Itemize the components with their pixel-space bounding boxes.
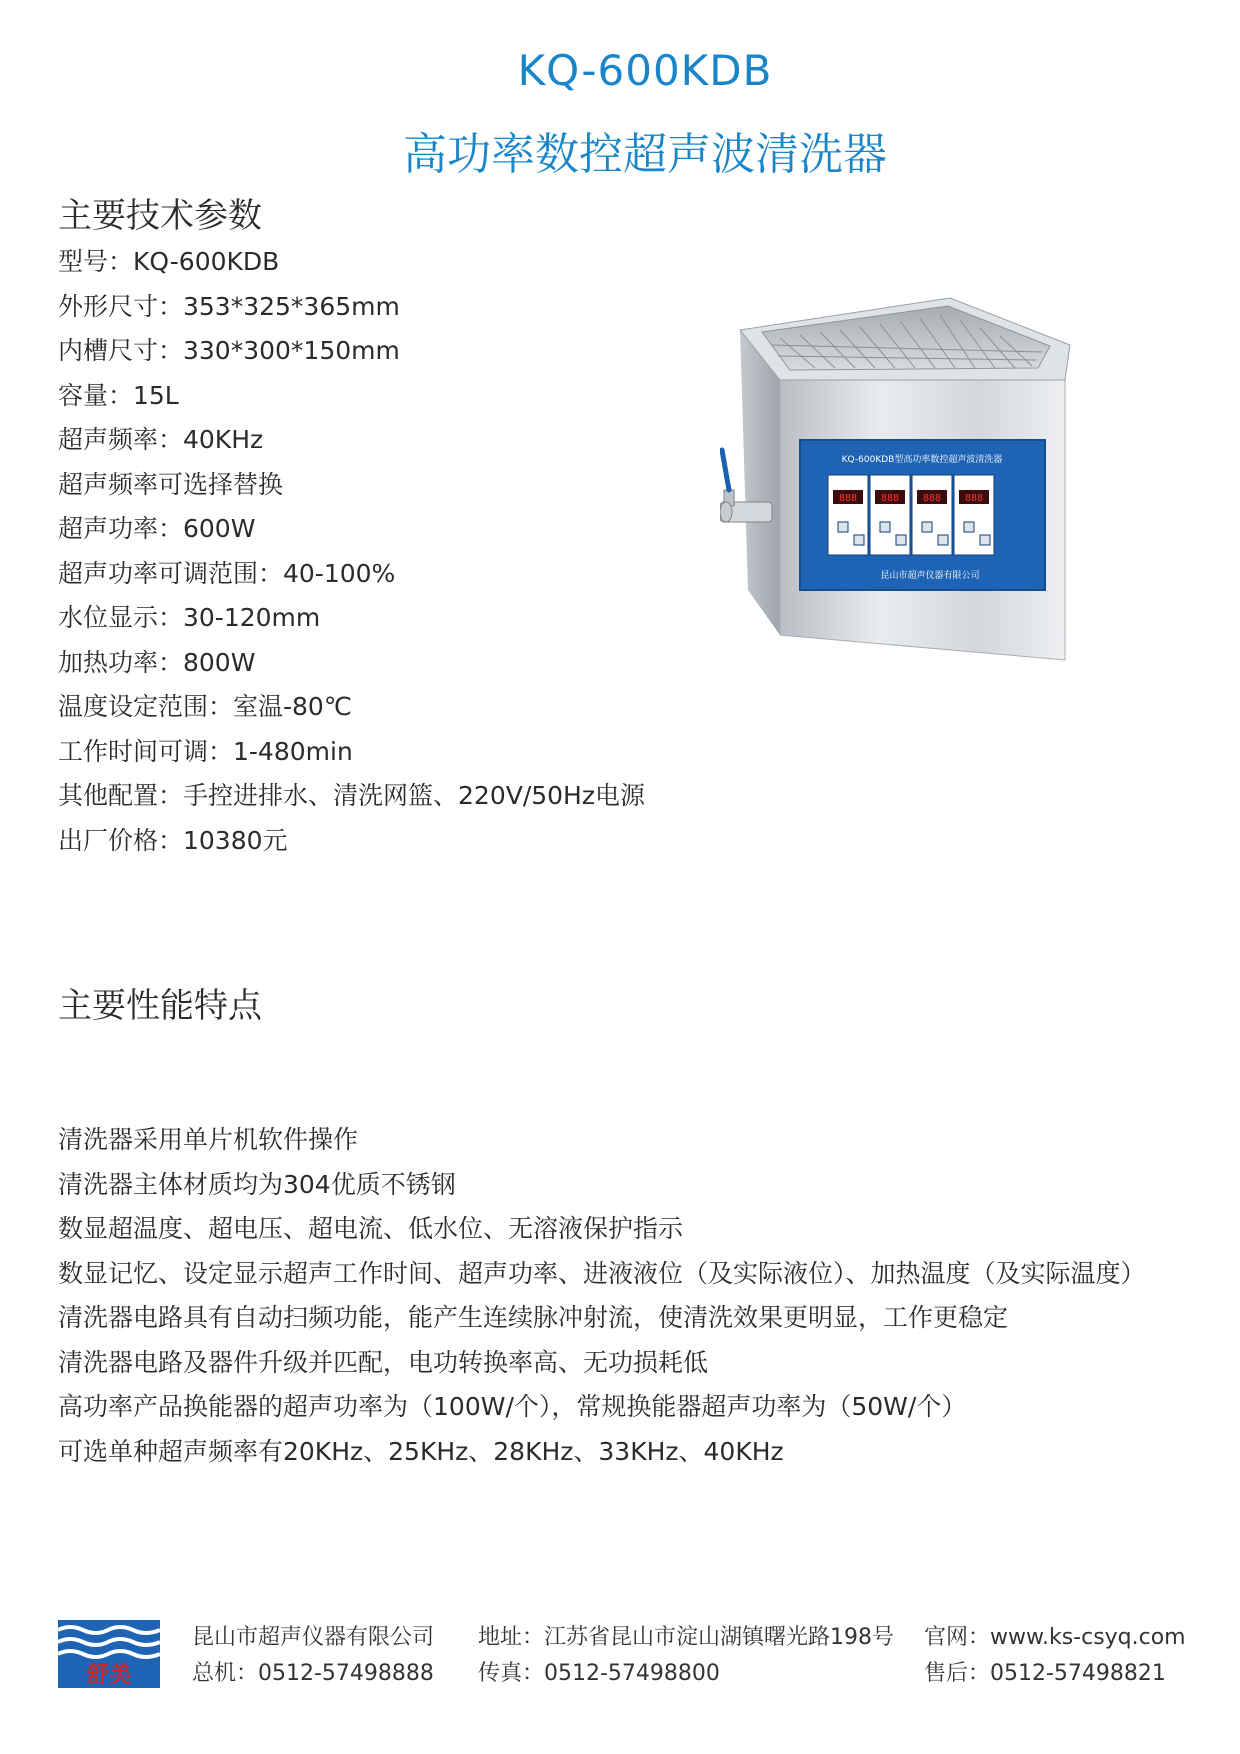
spec-list (58, 240, 698, 863)
feature-list (58, 1118, 1238, 1474)
feature-item: 可选单种超声频率有20KHz、25KHz、28KHz、33KHz、40KHz (58, 1436, 784, 1466)
spec-heating-power: 加热功率：800W (58, 647, 256, 677)
tank-opening (762, 306, 1050, 370)
spec-price: 出厂价格：10380元 (58, 825, 288, 855)
footer-fax: 传真：0512-57498800 (478, 1661, 720, 1686)
spec-frequency: 超声频率：40KHz (58, 425, 264, 454)
features-heading: 主要性能特点 (58, 986, 262, 1026)
spec-outer-size: 外形尺寸：353*325*365mm (58, 291, 400, 321)
footer-address: 地址：江苏省昆山市淀山湖镇曙光路198号 (478, 1625, 894, 1650)
svg-text:888: 888 (922, 493, 942, 504)
product-image (720, 290, 1080, 670)
panel-label: KQ-600KDB型高功率数控超声波清洗器 (841, 455, 1003, 465)
svg-text:舒美: 舒美 (86, 1662, 132, 1688)
feature-item: 清洗器电路及器件升级并匹配，电功转换率高、无功损耗低 (58, 1347, 709, 1377)
footer-phone: 总机：0512-57498888 (192, 1661, 434, 1686)
footer-after-sales: 售后：0512-57498821 (924, 1661, 1166, 1686)
feature-item: 清洗器主体材质均为304优质不锈钢 (58, 1169, 456, 1199)
spec-inner-size: 内槽尺寸：330*300*150mm (58, 336, 400, 365)
spec-temperature: 温度设定范围：室温-80℃ (58, 692, 352, 721)
product-title: 高功率数控超声波清洗器 (403, 129, 887, 180)
svg-text:888: 888 (964, 493, 984, 504)
spec-working-time: 工作时间可调：1-480min (58, 736, 353, 766)
spec-power-range: 超声功率可调范围：40-100% (58, 558, 396, 588)
feature-item: 清洗器电路具有自动扫频功能，能产生连续脉冲射流，使清洗效果更明显，工作更稳定 (58, 1303, 1009, 1332)
footer-company: 昆山市超声仪器有限公司 (192, 1625, 435, 1650)
spec-frequency-option: 超声频率可选择替换 (58, 469, 284, 499)
feature-item: 清洗器采用单片机软件操作 (58, 1125, 359, 1154)
tank-side (740, 330, 780, 635)
footer-website[interactable]: 官网：www.ks-csyq.com (924, 1625, 1186, 1650)
specs-heading: 主要技术参数 (58, 196, 262, 236)
spec-other-config: 其他配置：手控进排水、清洗网篮、220V/50Hz电源 (58, 781, 645, 810)
feature-item: 高功率产品换能器的超声功率为（100W/个），常规换能器超声功率为（50W/个） (58, 1392, 967, 1421)
svg-text:888: 888 (880, 493, 900, 504)
feature-item: 数显记忆、设定显示超声工作时间、超声功率、进液液位（及实际液位）、加热温度（及实际温度） (58, 1258, 1146, 1288)
footer (0, 1620, 1240, 1720)
spec-water-level: 水位显示：30-120mm (58, 603, 321, 632)
svg-text:888: 888 (838, 493, 858, 504)
spec-power: 超声功率：600W (58, 514, 256, 543)
feature-item: 数显超温度、超电压、超电流、低水位、无溶液保护指示 (58, 1214, 684, 1243)
company-logo (58, 1620, 160, 1688)
spec-model: 型号：KQ-600KDB (58, 247, 280, 276)
spec-capacity: 容量：15L (58, 380, 179, 410)
panel-company: 昆山市超声仪器有限公司 (880, 571, 980, 581)
model-title: KQ-600KDB (517, 46, 773, 95)
